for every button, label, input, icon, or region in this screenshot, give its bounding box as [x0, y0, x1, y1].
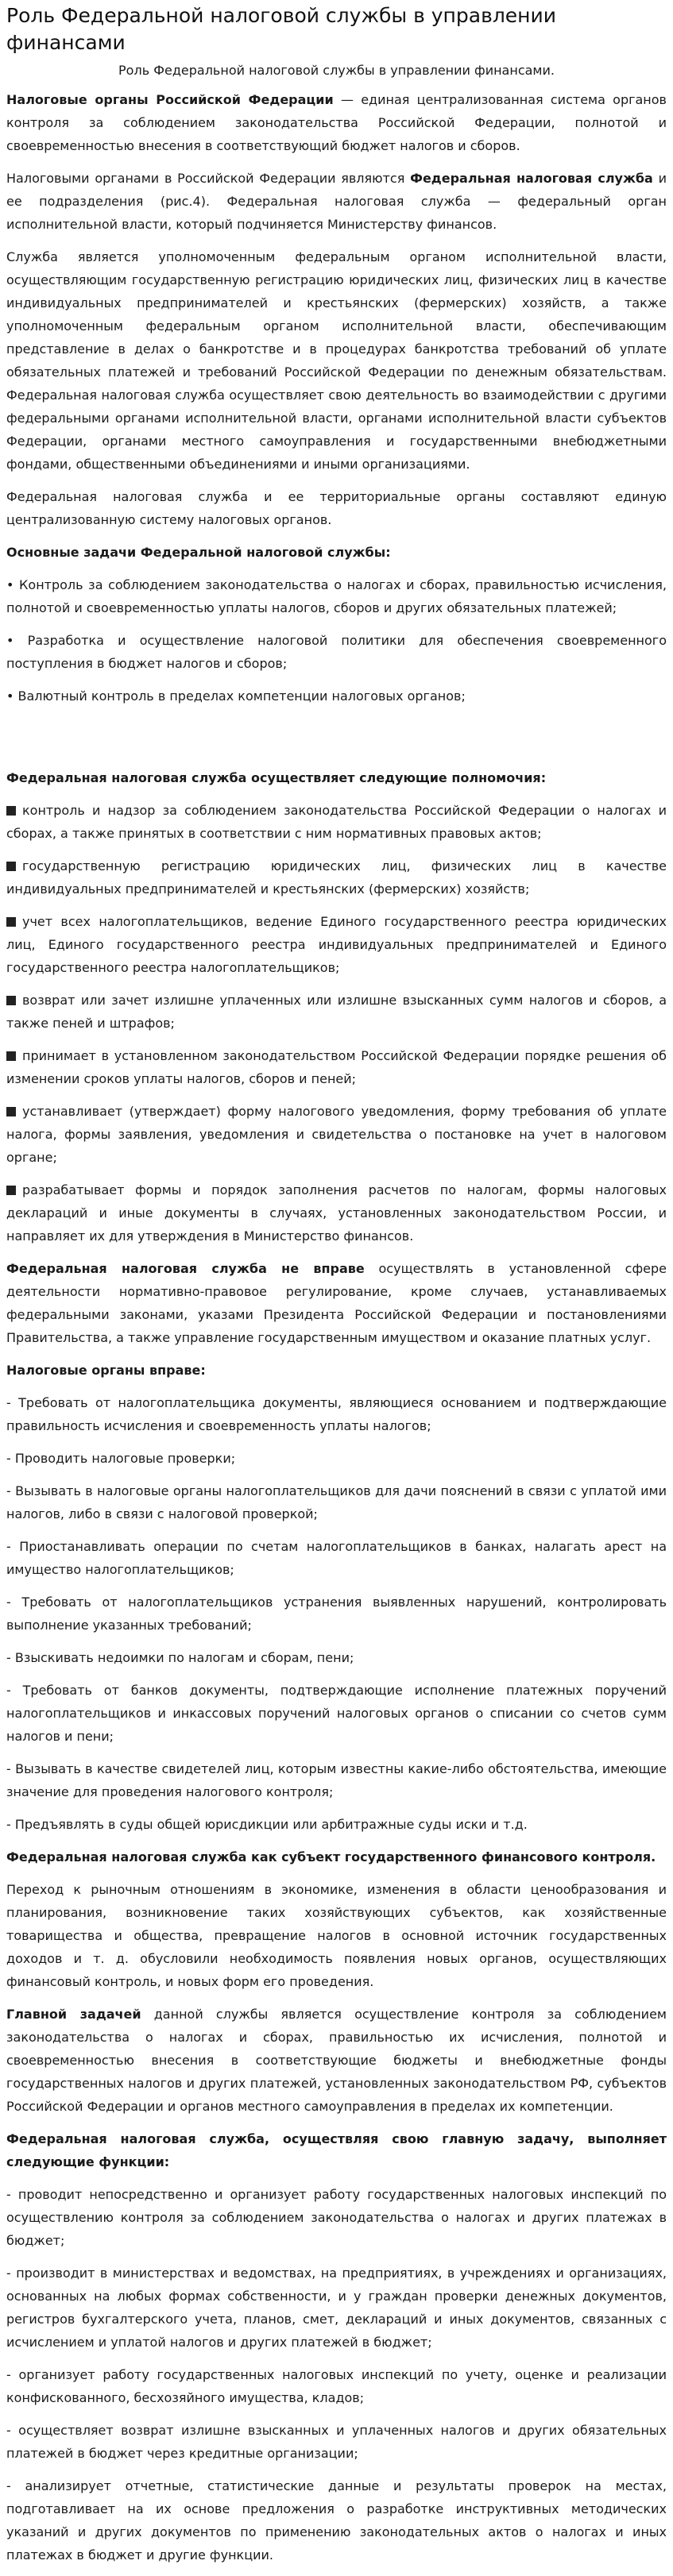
- square-bullet-icon: [6, 1107, 16, 1116]
- square-bullet-icon: [6, 862, 16, 871]
- not-entitled-paragraph: Федеральная налоговая служба не вправе осуществлять в установленной сфере деятельности нормативно-правовое регулирование, кроме случаев, устанавливаемых федеральными законами, указами Президента Российской Федерации и постановлениями Правительства, а также управление государственным имуществом и оказание платных услуг.: [6, 1261, 667, 1345]
- right-item: - Приостанавливать операции по счетам налогоплательщиков в банках, налагать арест на имущество налогоплательщиков;: [6, 1539, 667, 1577]
- powers-heading: Федеральная налоговая служба осуществляет следующие полномочия:: [6, 770, 547, 785]
- right-item: - Предъявлять в суды общей юрисдикции или арбитражные суды иски и т.д.: [6, 1817, 528, 1832]
- subtitle: Роль Федеральной налоговой службы в управлении финансами.: [118, 63, 555, 78]
- square-bullet-icon: [6, 1051, 16, 1061]
- square-bullet-icon: [6, 1186, 16, 1195]
- task-item: • Разработка и осуществление налоговой политики для обеспечения своевременного поступления в бюджет налогов и сборов;: [6, 633, 667, 671]
- function-item: - осуществляет возврат излишне взысканных и уплаченных налогов и других обязательных платежей в бюджет через кредитные организации;: [6, 2423, 667, 2461]
- function-item: - проводит непосредственно и организует работу государственных налоговых инспекций по осуществлению контроля за соблюдением законодательства о налогах и других платежах в бюджет;: [6, 2187, 667, 2248]
- power-item: государственную регистрацию юридических лиц, физических лиц в качестве индивидуальных предпринимателей и крестьянских (фермерских) хозяйств;: [6, 858, 667, 897]
- functions-heading: Федеральная налоговая служба, осуществляя свою главную задачу, выполняет следующие функции:: [6, 2131, 667, 2169]
- right-item: - Требовать от налогоплательщика документы, являющиеся основанием и подтверждающие правильность исчисления и своевременность уплаты налогов;: [6, 1395, 667, 1433]
- right-item: - Вызывать в качестве свидетелей лиц, которым известны какие-либо обстоятельства, имеющие значение для проведения налогового контроля;: [6, 1761, 667, 1799]
- function-item: - производит в министерствах и ведомствах, на предприятиях, в учреждениях и организациях, основанных на любых формах собственности, и у граждан проверки денежных документов, регистров бухгалтерского учета, планов, смет, деклараций и иных документов, связанных с исчислением и уплатой налогов и других платежей в бюджет;: [6, 2266, 667, 2350]
- right-item: - Требовать от банков документы, подтверждающие исполнение платежных поручений налогоплательщиков и инкассовых поручений налоговых органов о списании со счетов сумм налогов и пени;: [6, 1683, 667, 1744]
- power-item: устанавливает (утверждает) форму налогового уведомления, форму требования об уплате налога, формы заявления, уведомления и свидетельства о постановке на учет в налоговом органе;: [6, 1104, 667, 1165]
- subject-heading: Федеральная налоговая служба как субъект государственного финансового контроля.: [6, 1849, 656, 1865]
- function-item: - организует работу государственных налоговых инспекций по учету, оценке и реализации конфискованного, бесхозяйного имущества, кладов;: [6, 2367, 667, 2405]
- square-bullet-icon: [6, 806, 16, 816]
- power-item: разрабатывает формы и порядок заполнения расчетов по налогам, формы налоговых деклараций и иные документы в случаях, установленных законодательством России, и направляет их для утверждения в Министерство финансов.: [6, 1182, 667, 1244]
- power-item: возврат или зачет излишне уплаченных или излишне взысканных сумм налогов и сборов, а также пеней и штрафов;: [6, 993, 667, 1031]
- tasks-heading: Основные задачи Федеральной налоговой службы:: [6, 545, 391, 560]
- task-item: • Валютный контроль в пределах компетенции налоговых органов;: [6, 688, 466, 704]
- not-entitled-bold: Федеральная налоговая служба не вправе: [6, 1261, 365, 1276]
- square-bullet-icon: [6, 917, 16, 927]
- square-bullet-icon: [6, 996, 16, 1005]
- intro-paragraph-2: Налоговыми органами в Российской Федерации являются Федеральная налоговая служба и ее подразделения (рис.4). Федеральная налоговая служба — федеральный орган исполнительной власти, который подчиняется Министерству финансов.: [6, 171, 667, 232]
- right-item: - Проводить налоговые проверки;: [6, 1451, 236, 1466]
- intro-bold-fns: Федеральная налоговая служба: [410, 171, 653, 186]
- spacer: [6, 717, 667, 766]
- task-item: • Контроль за соблюдением законодательства о налогах и сборах, правильностью исчисления, полнотой и своевременностью уплаты налогов, сборов и других обязательных платежей;: [6, 577, 667, 615]
- right-item: - Вызывать в налоговые органы налогоплательщиков для дачи пояснений в связи с уплатой ими налогов, либо в связи с налоговой проверкой;: [6, 1483, 667, 1521]
- power-item: принимает в установленном законодательством Российской Федерации порядке решения об изменении сроков уплаты налогов, сборов и пеней;: [6, 1048, 667, 1086]
- power-item: учет всех налогоплательщиков, ведение Единого государственного реестра юридических лиц, Единого государственного реестра индивидуальных предпринимателей и Единого государственного реестра налогоплательщиков;: [6, 914, 667, 975]
- intro-paragraph-1: Налоговые органы Российской Федерации — единая централизованная система органов контроля за соблюдением законодательства Российской Федерации, полнотой и своевременностью внесения в соответствующий бюджет налогов и сборов.: [6, 92, 667, 153]
- main-task-bold: Главной задачей: [6, 2007, 141, 2022]
- subject-paragraph-1: Переход к рыночным отношениям в экономике, изменения в области ценообразования и планирования, возникновение таких хозяйствующих субъектов, как хозяйственные товарищества и общества, превращение налогов в основной источник государственных доходов и т. д. обусловили необходимость появления новых органов, осуществляющих финансовый контроль, и новых форм его проведения.: [6, 1882, 667, 1989]
- power-item: контроль и надзор за соблюдением законодательства Российской Федерации о налогах и сборах, а также принятых в соответствии с ним нормативных правовых актов;: [6, 803, 667, 841]
- rights-heading: Налоговые органы вправе:: [6, 1363, 206, 1378]
- intro-paragraph-4: Федеральная налоговая служба и ее территориальные органы составляют единую централизованную систему налоговых органов.: [6, 489, 667, 527]
- right-item: - Взыскивать недоимки по налогам и сборам, пени;: [6, 1650, 354, 1665]
- page-title: Роль Федеральной налоговой службы в управлении финансами: [6, 4, 557, 54]
- intro-paragraph-3: Служба является уполномоченным федеральным органом исполнительной власти, осуществляющим государственную регистрацию юридических лиц, физических лиц в качестве индивидуальных предпринимателей и крестьянских (фермерских) хозяйств, а также уполномоченным федеральным органом исполнительной власти, обеспечивающим представление в делах о банкротстве и в процедурах банкротства требований об уплате обязательных платежей и требований Российской Федерации по денежным обязательствам. Федеральная налоговая служба осуществляет свою деятельность во взаимодействии с другими федеральными органами исполнительной власти, органами исполнительной власти субъектов Федерации, органами местного самоуправления и государственными внебюджетными фондами, общественными объединениями и иными организациями.: [6, 249, 667, 472]
- right-item: - Требовать от налогоплательщиков устранения выявленных нарушений, контролировать выполнение указанных требований;: [6, 1595, 667, 1633]
- subject-paragraph-2: Главной задачей данной службы является осуществление контроля за соблюдением законодательства о налогах и сборах, правильностью их исчисления, полнотой и своевременностью внесения в соответствующие бюджеты и внебюджетные фонды государственных налогов и других платежей, установленных законодательством РФ, субъектов Российской Федерации и органов местного самоуправления в пределах их компетенции.: [6, 2007, 667, 2114]
- function-item: - анализирует отчетные, статистические данные и результаты проверок на местах, подготавливает на их основе предложения о разработке инструктивных методических указаний и других документов по применению законодательных актов о налогах и иных платежах в бюджет и другие функции.: [6, 2478, 667, 2563]
- intro-bold-term: Налоговые органы Российской Федерации: [6, 92, 334, 107]
